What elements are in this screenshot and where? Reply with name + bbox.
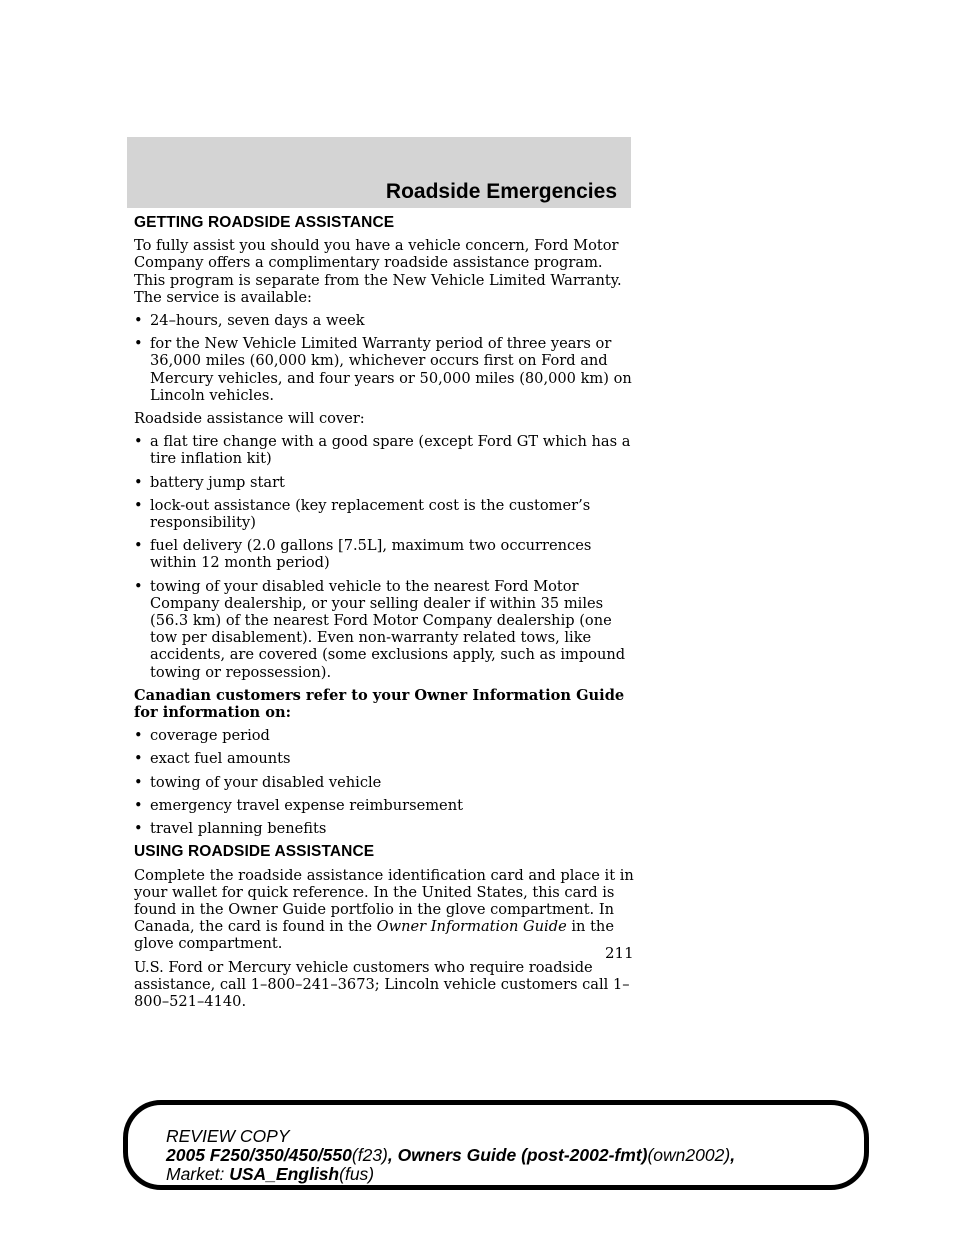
bullet-icon: •: [134, 496, 143, 514]
canadian-list: [134, 727, 634, 837]
footer-model-line: 2005 F250/350/450/550(f23), Owners Guide (post-2002-fmt)(own2002),: [166, 1145, 736, 1165]
bullet-icon: •: [134, 796, 143, 814]
getting-assistance-heading: GETTING ROADSIDE ASSISTANCE: [134, 214, 395, 231]
identification-card-paragraph: Complete the roadside assistance identification card and place it in your wallet for quick reference. In the United States, this card is found in the Owner Guide portfolio in the glove compartment. In Canada, the card is found in the Owner Information Guide in the glove compartment.: [134, 866, 634, 953]
footer-market-line: Market: USA_English(fus): [166, 1164, 375, 1184]
list-item: • fuel delivery (2.0 gallons [7.5L], maximum two occurrences within 12 month period): [134, 537, 592, 572]
list-item: • lock-out assistance (key replacement cost is the customer’s responsibility): [134, 496, 591, 532]
list-item: • travel planning benefits: [134, 820, 327, 838]
bullet-icon: •: [134, 773, 143, 791]
cover-list: [134, 433, 634, 681]
list-item: • a flat tire change with a good spare (except Ford GT which has a tire inflation kit): [134, 433, 631, 468]
list-item: • towing of your disabled vehicle: [134, 773, 382, 791]
list-item: • for the New Vehicle Limited Warranty period of three years or 36,000 miles (60,000 km), whichever occurs first on Ford and Mercury vehicles, and four years or 50,000 miles (80,000 km) on Lincoln vehicles.: [134, 335, 632, 404]
list-item: • coverage period: [134, 727, 270, 745]
review-copy-footer: [123, 1100, 869, 1190]
bullet-icon: •: [134, 727, 143, 745]
page-number: 211: [605, 944, 634, 962]
phone-numbers-paragraph: U.S. Ford or Mercury vehicle customers who require roadside assistance, call 1–800–241–3673; Lincoln vehicle customers call 1–800–521–4140.: [134, 958, 630, 1010]
list-item: • 24–hours, seven days a week: [134, 312, 365, 330]
cover-intro: Roadside assistance will cover:: [134, 410, 365, 428]
bullet-icon: •: [134, 537, 143, 555]
canadian-note: Canadian customers refer to your Owner Information Guide for information on:: [134, 686, 625, 722]
list-item: • battery jump start: [134, 473, 285, 491]
bullet-icon: •: [134, 820, 143, 838]
review-copy-label: REVIEW COPY: [166, 1126, 290, 1146]
bullet-icon: •: [134, 335, 143, 353]
bullet-icon: •: [134, 433, 143, 451]
list-item: • emergency travel expense reimbursement: [134, 796, 463, 814]
section-title: Roadside Emergencies: [385, 180, 617, 203]
bullet-icon: •: [134, 750, 143, 768]
footer-text: [166, 1127, 735, 1184]
page-content: [134, 214, 634, 1016]
bullet-icon: •: [134, 473, 143, 491]
bullet-icon: •: [134, 312, 143, 330]
section-header: [127, 137, 631, 208]
list-item: • exact fuel amounts: [134, 750, 291, 768]
using-assistance-heading: USING ROADSIDE ASSISTANCE: [134, 843, 375, 861]
list-item: • towing of your disabled vehicle to the nearest Ford Motor Company dealership, or your selling dealer if within 35 miles (56.3 km) of the nearest Ford Motor Company dealership (one tow per disablement). Even non-warranty related tows, like accidents, are covered (some exclusions apply, such as impound towing or repossession).: [134, 577, 626, 681]
owner-information-guide-title: Owner Information Guide: [376, 918, 567, 936]
bullet-icon: •: [134, 577, 143, 595]
availability-list: [134, 312, 634, 404]
intro-paragraph: To fully assist you should you have a vehicle concern, Ford Motor Company offers a complimentary roadside assistance program. This program is separate from the New Vehicle Limited Warranty. The service is available:: [134, 237, 622, 306]
